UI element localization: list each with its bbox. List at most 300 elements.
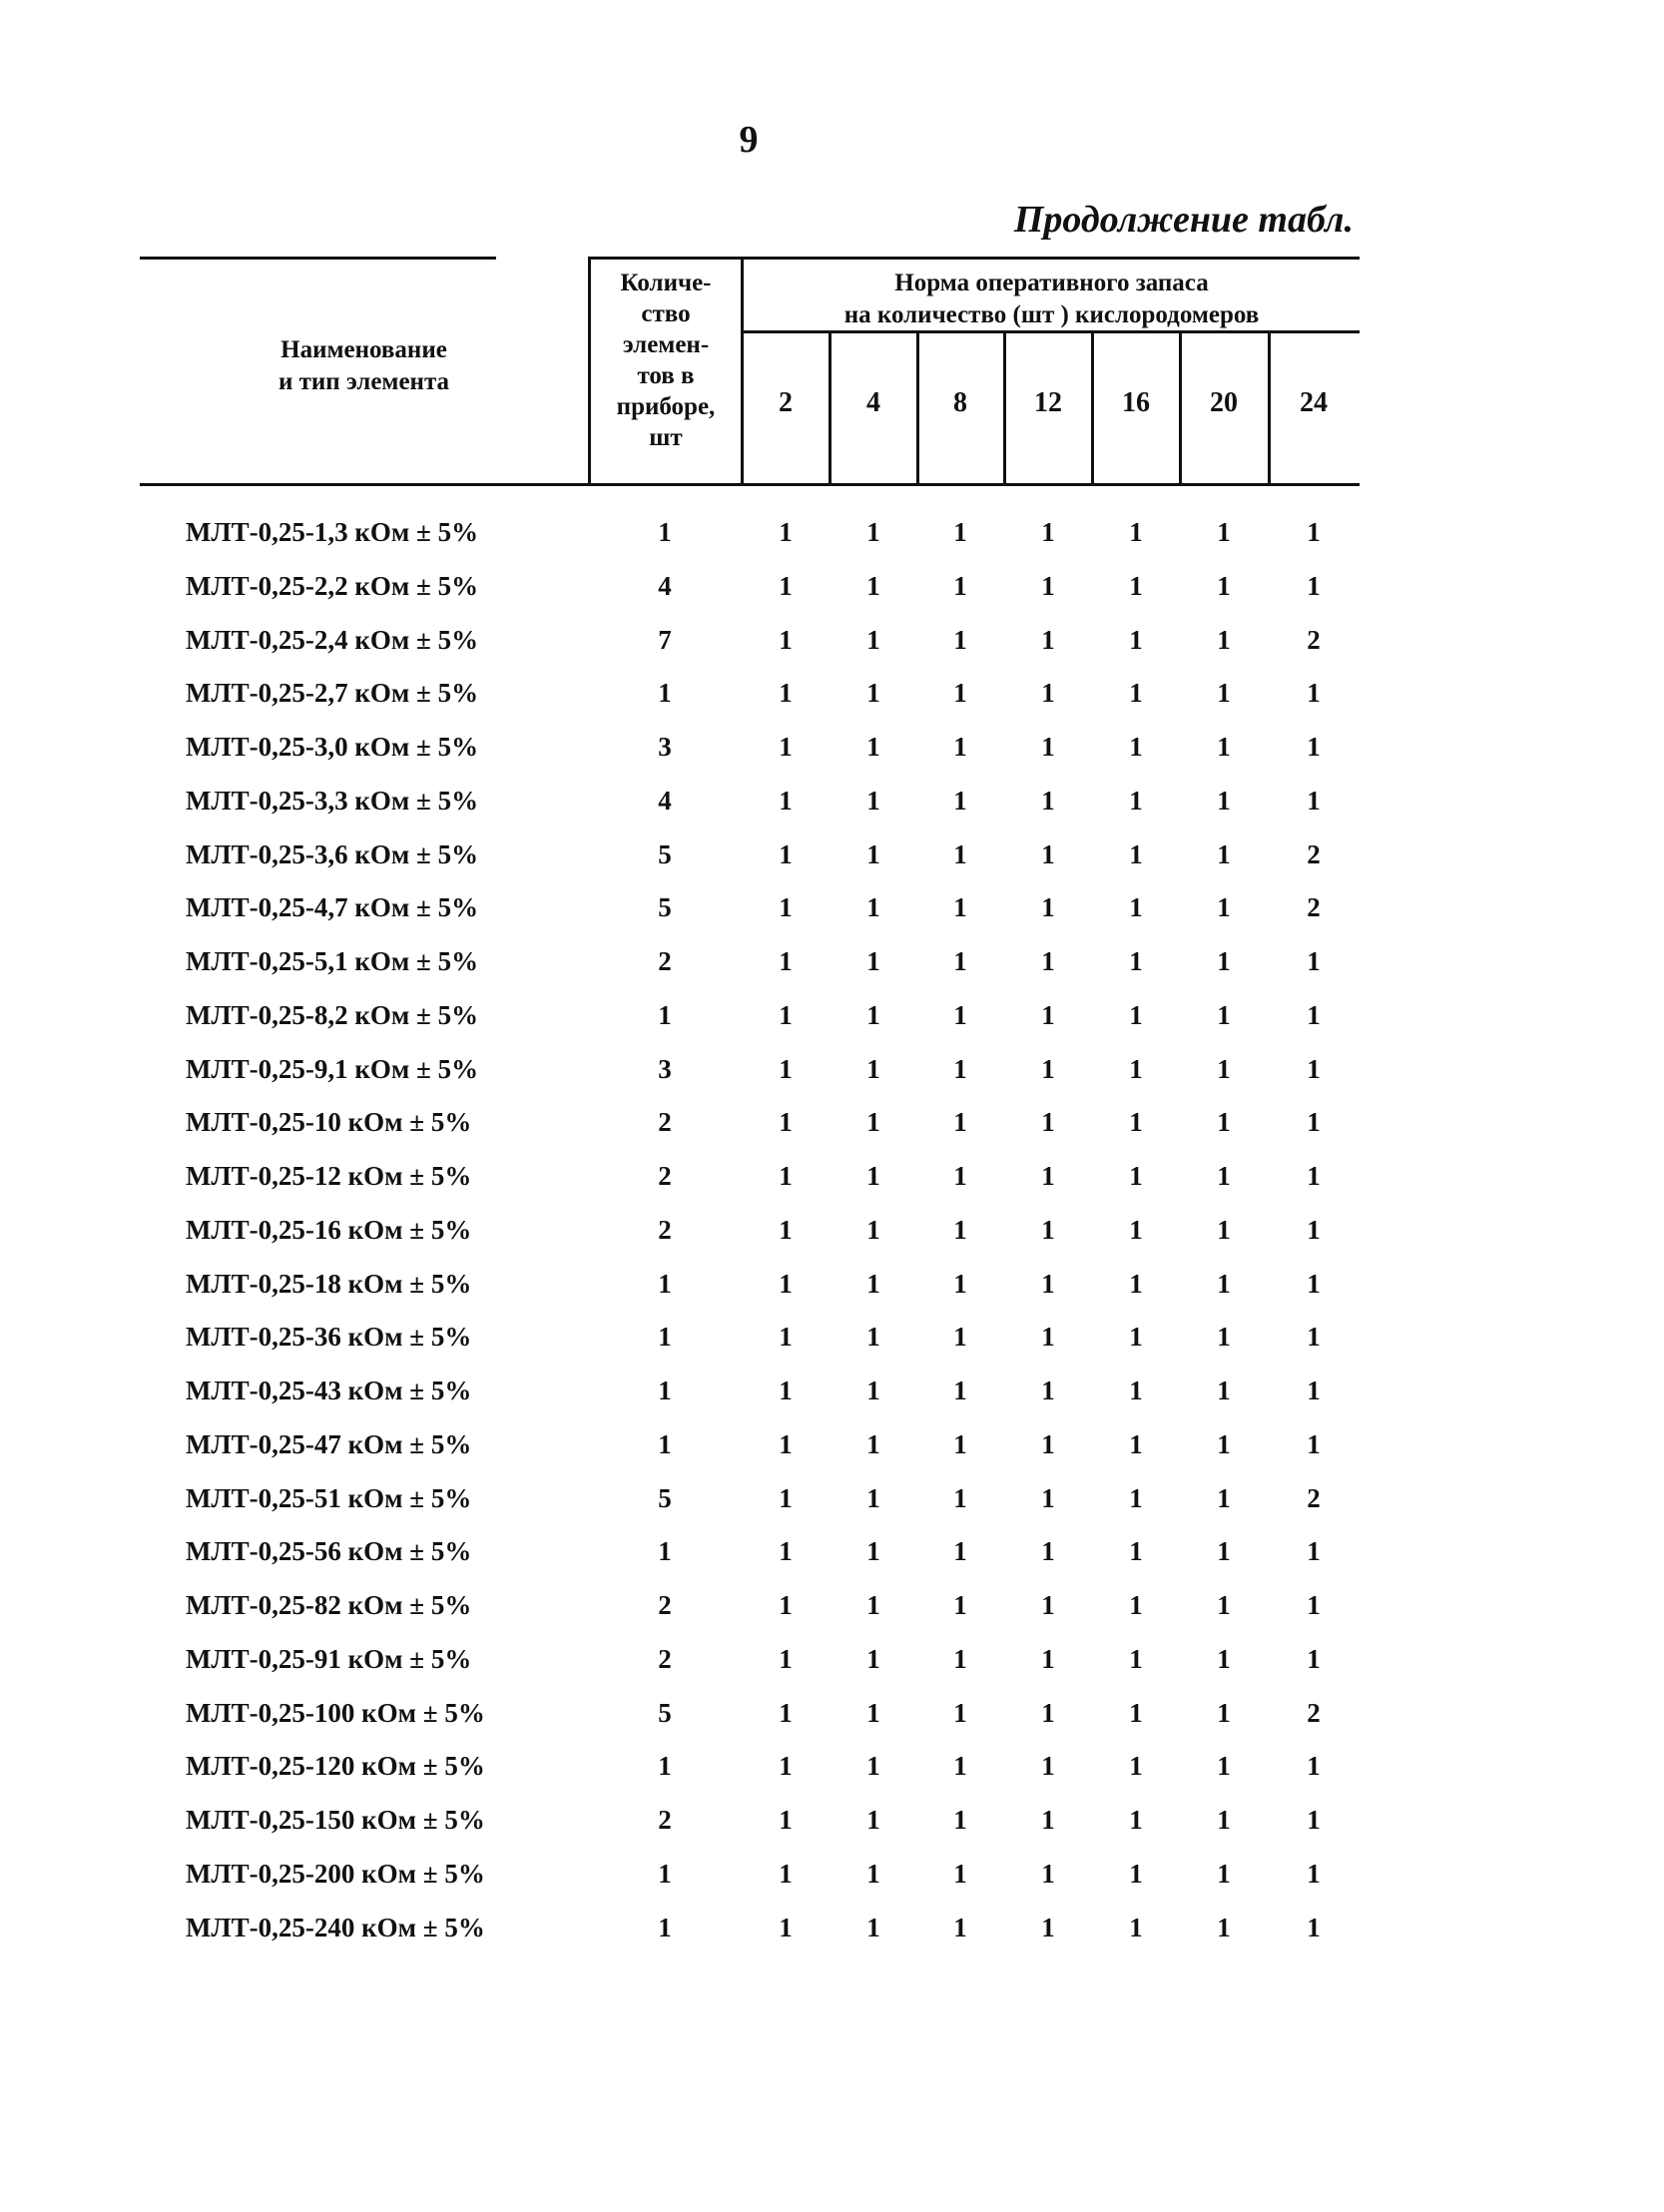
table-row: [0, 1317, 1664, 1371]
header-qty-line: шт: [649, 424, 683, 451]
reserve-value-cell: 1: [1307, 1805, 1321, 1835]
table-row: [0, 1854, 1664, 1908]
table-row: [0, 1424, 1664, 1478]
reserve-value-cell: 1: [1129, 732, 1143, 762]
reserve-value-cell: 1: [1307, 1858, 1321, 1889]
reserve-value-cell: 1: [779, 1482, 793, 1513]
reserve-value-cell: 1: [1041, 785, 1055, 816]
quantity-cell: 1: [658, 1858, 672, 1889]
reserve-value-cell: 2: [1307, 892, 1321, 923]
reserve-value-cell: 1: [1041, 1214, 1055, 1245]
table-row: [0, 1800, 1664, 1854]
reserve-value-cell: 1: [1217, 1322, 1231, 1353]
element-name-cell: МЛТ-0,25-43 кОм ± 5%: [186, 1376, 472, 1405]
reserve-value-cell: 1: [1307, 999, 1321, 1030]
reserve-value-cell: 1: [866, 1912, 880, 1942]
table-row: [0, 566, 1664, 620]
reserve-value-cell: 1: [1041, 1805, 1055, 1835]
reserve-value-cell: 1: [1041, 1590, 1055, 1620]
reserve-value-cell: 1: [953, 517, 967, 547]
reserve-value-cell: 1: [953, 838, 967, 869]
reserve-value-cell: 1: [1129, 838, 1143, 869]
reserve-value-cell: 1: [1307, 1161, 1321, 1191]
element-name-cell: МЛТ-0,25-2,4 кОм ± 5%: [186, 624, 479, 655]
reserve-value-cell: 1: [1217, 1751, 1231, 1782]
reserve-value-cell: 1: [866, 1751, 880, 1782]
reserve-value-cell: 1: [1217, 1428, 1231, 1459]
reserve-value-cell: 1: [1041, 1536, 1055, 1567]
header-norm: [744, 268, 1360, 331]
quantity-cell: 1: [658, 1322, 672, 1353]
reserve-value-cell: 1: [1217, 1214, 1231, 1245]
element-name-cell: МЛТ-0,25-150 кОм ± 5%: [186, 1805, 485, 1835]
sep-col-4: [829, 330, 832, 486]
reserve-value-cell: 1: [1129, 517, 1143, 547]
reserve-value-cell: 1: [866, 838, 880, 869]
sep-col-24: [1268, 330, 1271, 486]
reserve-value-cell: 1: [1041, 1161, 1055, 1191]
reserve-value-cell: 1: [953, 1858, 967, 1889]
reserve-value-cell: 1: [953, 1268, 967, 1299]
reserve-value-cell: 1: [1129, 1858, 1143, 1889]
table-row: [0, 1639, 1664, 1693]
reserve-value-cell: 1: [1217, 1536, 1231, 1567]
reserve-value-cell: 1: [779, 946, 793, 976]
reserve-value-cell: 2: [1307, 1482, 1321, 1513]
quantity-cell: 1: [658, 1376, 672, 1405]
element-name-cell: МЛТ-0,25-100 кОм ± 5%: [186, 1697, 485, 1728]
reserve-value-cell: 1: [1129, 1643, 1143, 1674]
element-name-cell: МЛТ-0,25-1,3 кОм ± 5%: [186, 517, 479, 547]
quantity-cell: 2: [658, 1643, 672, 1674]
element-name-cell: МЛТ-0,25-4,7 кОм ± 5%: [186, 892, 479, 923]
reserve-value-cell: 1: [779, 1590, 793, 1620]
reserve-value-cell: 1: [953, 1590, 967, 1620]
reserve-value-cell: 1: [953, 946, 967, 976]
quantity-cell: 2: [658, 1805, 672, 1835]
reserve-value-cell: 2: [1307, 838, 1321, 869]
reserve-value-cell: 1: [1129, 1268, 1143, 1299]
reserve-value-cell: 1: [866, 1214, 880, 1245]
reserve-value-cell: 1: [1217, 1482, 1231, 1513]
reserve-value-cell: 1: [1307, 570, 1321, 601]
element-name-cell: МЛТ-0,25-56 кОм ± 5%: [186, 1536, 472, 1567]
quantity-cell: 5: [658, 838, 672, 869]
reserve-value-cell: 1: [779, 570, 793, 601]
element-name-cell: МЛТ-0,25-18 кОм ± 5%: [186, 1268, 472, 1299]
table-row: [0, 1264, 1664, 1318]
reserve-value-cell: 1: [1217, 1161, 1231, 1191]
reserve-value-cell: 1: [1307, 1643, 1321, 1674]
column-header: 4: [866, 387, 880, 418]
reserve-value-cell: 1: [1217, 1107, 1231, 1138]
reserve-value-cell: 1: [1129, 1482, 1143, 1513]
reserve-value-cell: 1: [1129, 1053, 1143, 1084]
reserve-value-cell: 1: [779, 624, 793, 655]
reserve-value-cell: 1: [1129, 624, 1143, 655]
reserve-value-cell: 1: [1217, 785, 1231, 816]
reserve-value-cell: 1: [779, 1107, 793, 1138]
table-row: [0, 781, 1664, 834]
quantity-cell: 2: [658, 1214, 672, 1245]
table-row: [0, 1478, 1664, 1532]
reserve-value-cell: 1: [953, 1376, 967, 1405]
element-name-cell: МЛТ-0,25-2,7 кОм ± 5%: [186, 678, 479, 709]
table-row: [0, 727, 1664, 781]
reserve-value-cell: 1: [1217, 946, 1231, 976]
quantity-cell: 1: [658, 1536, 672, 1567]
reserve-value-cell: 1: [779, 892, 793, 923]
reserve-value-cell: 1: [953, 1107, 967, 1138]
reserve-value-cell: 1: [1129, 1376, 1143, 1405]
reserve-value-cell: 1: [1129, 1107, 1143, 1138]
reserve-value-cell: 1: [1217, 999, 1231, 1030]
reserve-value-cell: 1: [1041, 1376, 1055, 1405]
reserve-value-cell: 1: [1041, 732, 1055, 762]
reserve-value-cell: 1: [1307, 678, 1321, 709]
reserve-value-cell: 1: [1129, 1805, 1143, 1835]
reserve-value-cell: 1: [866, 1053, 880, 1084]
element-name-cell: МЛТ-0,25-3,0 кОм ± 5%: [186, 732, 479, 762]
reserve-value-cell: 1: [1307, 1376, 1321, 1405]
reserve-value-cell: 1: [866, 999, 880, 1030]
element-name-cell: МЛТ-0,25-10 кОм ± 5%: [186, 1107, 472, 1138]
reserve-value-cell: 1: [866, 1161, 880, 1191]
element-name-cell: МЛТ-0,25-82 кОм ± 5%: [186, 1590, 472, 1620]
reserve-value-cell: 1: [1217, 1590, 1231, 1620]
element-name-cell: МЛТ-0,25-91 кОм ± 5%: [186, 1643, 472, 1674]
reserve-value-cell: 1: [866, 1590, 880, 1620]
reserve-value-cell: 1: [866, 1536, 880, 1567]
reserve-value-cell: 1: [779, 999, 793, 1030]
header-qty: [591, 268, 741, 453]
reserve-value-cell: 1: [1217, 892, 1231, 923]
header-qty-line: элемен-: [622, 331, 710, 358]
reserve-value-cell: 1: [1307, 1428, 1321, 1459]
element-name-cell: МЛТ-0,25-200 кОм ± 5%: [186, 1858, 485, 1889]
quantity-cell: 2: [658, 1590, 672, 1620]
reserve-value-cell: 1: [1041, 892, 1055, 923]
reserve-value-cell: 1: [1129, 1590, 1143, 1620]
reserve-value-cell: 1: [1307, 785, 1321, 816]
reserve-value-cell: 1: [1217, 838, 1231, 869]
reserve-value-cell: 1: [1129, 678, 1143, 709]
table-row: [0, 1585, 1664, 1639]
column-header: 16: [1122, 387, 1150, 418]
reserve-value-cell: 1: [866, 892, 880, 923]
reserve-value-cell: 1: [953, 1161, 967, 1191]
quantity-cell: 4: [658, 785, 672, 816]
reserve-value-cell: 1: [866, 1697, 880, 1728]
sep-col-20: [1179, 330, 1182, 486]
reserve-value-cell: 1: [1041, 1268, 1055, 1299]
reserve-value-cell: 1: [866, 1268, 880, 1299]
reserve-value-cell: 1: [1041, 678, 1055, 709]
quantity-cell: 7: [658, 624, 672, 655]
reserve-value-cell: 1: [953, 1643, 967, 1674]
reserve-value-cell: 1: [953, 1805, 967, 1835]
reserve-value-cell: 1: [1307, 946, 1321, 976]
table-body: [0, 512, 1664, 1960]
reserve-value-cell: 1: [953, 732, 967, 762]
table-row: [0, 1371, 1664, 1424]
reserve-value-cell: 1: [866, 1858, 880, 1889]
column-header: 20: [1210, 387, 1238, 418]
reserve-value-cell: 1: [866, 732, 880, 762]
reserve-value-cell: 1: [1041, 1107, 1055, 1138]
reserve-value-cell: 1: [779, 1536, 793, 1567]
reserve-value-cell: 1: [1217, 570, 1231, 601]
continuation-label: Продолжение табл.: [1013, 199, 1354, 241]
reserve-value-cell: 1: [1129, 570, 1143, 601]
quantity-cell: 1: [658, 1751, 672, 1782]
reserve-value-cell: 1: [953, 1053, 967, 1084]
top-rule-left: [140, 257, 496, 260]
reserve-value-cell: 1: [1041, 1643, 1055, 1674]
reserve-value-cell: 1: [1307, 1107, 1321, 1138]
reserve-value-cell: 1: [953, 1697, 967, 1728]
reserve-value-cell: 1: [1041, 1053, 1055, 1084]
reserve-value-cell: 1: [953, 1322, 967, 1353]
table-row: [0, 673, 1664, 727]
table-row: [0, 620, 1664, 674]
element-name-cell: МЛТ-0,25-120 кОм ± 5%: [186, 1751, 485, 1782]
reserve-value-cell: 1: [953, 1428, 967, 1459]
reserve-value-cell: 1: [1217, 1697, 1231, 1728]
reserve-value-cell: 1: [1041, 570, 1055, 601]
reserve-value-cell: 1: [1307, 1912, 1321, 1942]
element-name-cell: МЛТ-0,25-8,2 кОм ± 5%: [186, 999, 479, 1030]
reserve-value-cell: 1: [953, 1214, 967, 1245]
sep-col-12: [1003, 330, 1006, 486]
reserve-value-cell: 1: [1041, 517, 1055, 547]
sep-col-8: [916, 330, 919, 486]
reserve-value-cell: 1: [1129, 1697, 1143, 1728]
reserve-value-cell: 1: [779, 517, 793, 547]
reserve-value-cell: 1: [953, 570, 967, 601]
reserve-value-cell: 2: [1307, 1697, 1321, 1728]
table-row: [0, 512, 1664, 566]
reserve-value-cell: 1: [779, 1322, 793, 1353]
header-qty-line: ство: [641, 300, 691, 327]
reserve-value-cell: 1: [1129, 1214, 1143, 1245]
sep-col-16: [1091, 330, 1094, 486]
header-qty-line: Количе-: [620, 270, 712, 296]
reserve-value-cell: 1: [1217, 1268, 1231, 1299]
reserve-value-cell: 1: [1129, 1322, 1143, 1353]
table-row: [0, 941, 1664, 995]
element-name-cell: МЛТ-0,25-9,1 кОм ± 5%: [186, 1053, 479, 1084]
reserve-value-cell: 1: [866, 1643, 880, 1674]
reserve-value-cell: 1: [779, 838, 793, 869]
header-name-line: Наименование: [280, 336, 447, 363]
reserve-value-cell: 1: [1217, 624, 1231, 655]
reserve-value-cell: 1: [953, 892, 967, 923]
quantity-cell: 5: [658, 1697, 672, 1728]
table-row: [0, 1531, 1664, 1585]
reserve-value-cell: 1: [779, 1805, 793, 1835]
element-name-cell: МЛТ-0,25-47 кОм ± 5%: [186, 1428, 472, 1459]
top-rule-right: [589, 257, 1360, 260]
reserve-value-cell: 1: [779, 1214, 793, 1245]
reserve-value-cell: 1: [866, 1107, 880, 1138]
reserve-value-cell: 1: [779, 1858, 793, 1889]
reserve-value-cell: 1: [1129, 1536, 1143, 1567]
reserve-value-cell: 1: [866, 946, 880, 976]
quantity-cell: 5: [658, 1482, 672, 1513]
quantity-cell: 1: [658, 999, 672, 1030]
reserve-value-cell: 1: [779, 785, 793, 816]
element-name-cell: МЛТ-0,25-2,2 кОм ± 5%: [186, 570, 479, 601]
reserve-value-cell: 1: [1041, 624, 1055, 655]
element-name-cell: МЛТ-0,25-240 кОм ± 5%: [186, 1912, 485, 1942]
reserve-value-cell: 1: [1217, 732, 1231, 762]
reserve-value-cell: 1: [866, 624, 880, 655]
reserve-value-cell: 1: [779, 1268, 793, 1299]
reserve-value-cell: 1: [1307, 1322, 1321, 1353]
quantity-cell: 1: [658, 678, 672, 709]
reserve-value-cell: 1: [1307, 1268, 1321, 1299]
reserve-value-cell: 1: [1129, 1751, 1143, 1782]
table-row: [0, 1693, 1664, 1747]
reserve-value-cell: 2: [1307, 624, 1321, 655]
quantity-cell: 3: [658, 732, 672, 762]
reserve-value-cell: 1: [1129, 1428, 1143, 1459]
column-header: 2: [779, 387, 793, 418]
reserve-value-cell: 1: [1129, 892, 1143, 923]
table-row: [0, 1049, 1664, 1103]
reserve-value-cell: 1: [1041, 1482, 1055, 1513]
reserve-value-cell: 1: [953, 785, 967, 816]
header-norm-line: на количество (шт ) кислородомеров: [843, 301, 1260, 328]
reserve-value-cell: 1: [866, 678, 880, 709]
reserve-value-cell: 1: [779, 678, 793, 709]
header-name: [140, 334, 588, 398]
reserve-value-cell: 1: [1041, 1697, 1055, 1728]
reserve-value-cell: 1: [779, 1161, 793, 1191]
reserve-value-cell: 1: [953, 1536, 967, 1567]
element-name-cell: МЛТ-0,25-51 кОм ± 5%: [186, 1482, 472, 1513]
reserve-value-cell: 1: [866, 1322, 880, 1353]
reserve-value-cell: 1: [1041, 999, 1055, 1030]
reserve-value-cell: 1: [1307, 1590, 1321, 1620]
reserve-value-cell: 1: [1307, 1214, 1321, 1245]
element-name-cell: МЛТ-0,25-3,3 кОм ± 5%: [186, 785, 479, 816]
quantity-cell: 2: [658, 1161, 672, 1191]
quantity-cell: 1: [658, 1268, 672, 1299]
element-name-cell: МЛТ-0,25-3,6 кОм ± 5%: [186, 838, 479, 869]
header-norm-line: Норма оперативного запаса: [894, 270, 1209, 296]
reserve-value-cell: 1: [1129, 785, 1143, 816]
reserve-value-cell: 1: [1307, 1751, 1321, 1782]
quantity-cell: 4: [658, 570, 672, 601]
element-name-cell: МЛТ-0,25-5,1 кОм ± 5%: [186, 946, 479, 976]
header-bottom-rule: [140, 483, 1360, 486]
table-row: [0, 1908, 1664, 1961]
reserve-value-cell: 1: [1217, 1053, 1231, 1084]
header-name-line: и тип элемента: [277, 368, 450, 395]
page-number: 9: [739, 119, 759, 161]
quantity-cell: 2: [658, 1107, 672, 1138]
reserve-value-cell: 1: [779, 1428, 793, 1459]
quantity-cell: 3: [658, 1053, 672, 1084]
element-name-cell: МЛТ-0,25-12 кОм ± 5%: [186, 1161, 472, 1191]
reserve-value-cell: 1: [953, 624, 967, 655]
quantity-cell: 1: [658, 517, 672, 547]
reserve-value-cell: 1: [1217, 1858, 1231, 1889]
table-row: [0, 834, 1664, 888]
reserve-value-cell: 1: [1129, 946, 1143, 976]
table-row: [0, 1746, 1664, 1800]
reserve-value-cell: 1: [1217, 1643, 1231, 1674]
reserve-value-cell: 1: [779, 1376, 793, 1405]
table-row: [0, 887, 1664, 941]
reserve-value-cell: 1: [779, 1053, 793, 1084]
reserve-value-cell: 1: [866, 1428, 880, 1459]
reserve-value-cell: 1: [1041, 946, 1055, 976]
reserve-value-cell: 1: [953, 1482, 967, 1513]
reserve-value-cell: 1: [1041, 1322, 1055, 1353]
column-header: 24: [1300, 387, 1328, 418]
reserve-value-cell: 1: [1041, 1912, 1055, 1942]
reserve-value-cell: 1: [779, 732, 793, 762]
reserve-value-cell: 1: [1217, 517, 1231, 547]
reserve-value-cell: 1: [953, 999, 967, 1030]
reserve-value-cell: 1: [1041, 838, 1055, 869]
column-header: 12: [1034, 387, 1062, 418]
header-qty-line: тов в: [637, 362, 695, 389]
reserve-value-cell: 1: [779, 1912, 793, 1942]
table-row: [0, 1102, 1664, 1156]
quantity-cell: 1: [658, 1912, 672, 1942]
reserve-value-cell: 1: [866, 570, 880, 601]
reserve-value-cell: 1: [1217, 1805, 1231, 1835]
reserve-value-cell: 1: [1041, 1751, 1055, 1782]
column-header: 8: [953, 387, 967, 418]
reserve-value-cell: 1: [1217, 678, 1231, 709]
reserve-value-cell: 1: [866, 1482, 880, 1513]
table-row: [0, 1210, 1664, 1264]
reserve-value-cell: 1: [1129, 1161, 1143, 1191]
element-name-cell: МЛТ-0,25-36 кОм ± 5%: [186, 1322, 472, 1353]
reserve-value-cell: 1: [866, 1805, 880, 1835]
reserve-value-cell: 1: [779, 1697, 793, 1728]
reserve-value-cell: 1: [1129, 999, 1143, 1030]
reserve-value-cell: 1: [1217, 1376, 1231, 1405]
reserve-value-cell: 1: [779, 1643, 793, 1674]
reserve-value-cell: 1: [866, 785, 880, 816]
reserve-value-cell: 1: [779, 1751, 793, 1782]
reserve-value-cell: 1: [866, 1376, 880, 1405]
reserve-value-cell: 1: [1307, 517, 1321, 547]
reserve-value-cell: 1: [1041, 1858, 1055, 1889]
table-row: [0, 1156, 1664, 1210]
reserve-value-cell: 1: [1041, 1428, 1055, 1459]
reserve-value-cell: 1: [1217, 1912, 1231, 1942]
header-qty-line: приборе,: [616, 393, 716, 420]
reserve-value-cell: 1: [953, 1912, 967, 1942]
table-row: [0, 995, 1664, 1049]
reserve-value-cell: 1: [1307, 1053, 1321, 1084]
quantity-cell: 2: [658, 946, 672, 976]
reserve-value-cell: 1: [1307, 1536, 1321, 1567]
reserve-value-cell: 1: [953, 1751, 967, 1782]
element-name-cell: МЛТ-0,25-16 кОм ± 5%: [186, 1214, 472, 1245]
reserve-value-cell: 1: [866, 517, 880, 547]
quantity-cell: 1: [658, 1428, 672, 1459]
reserve-value-cell: 1: [1129, 1912, 1143, 1942]
reserve-value-cell: 1: [953, 678, 967, 709]
